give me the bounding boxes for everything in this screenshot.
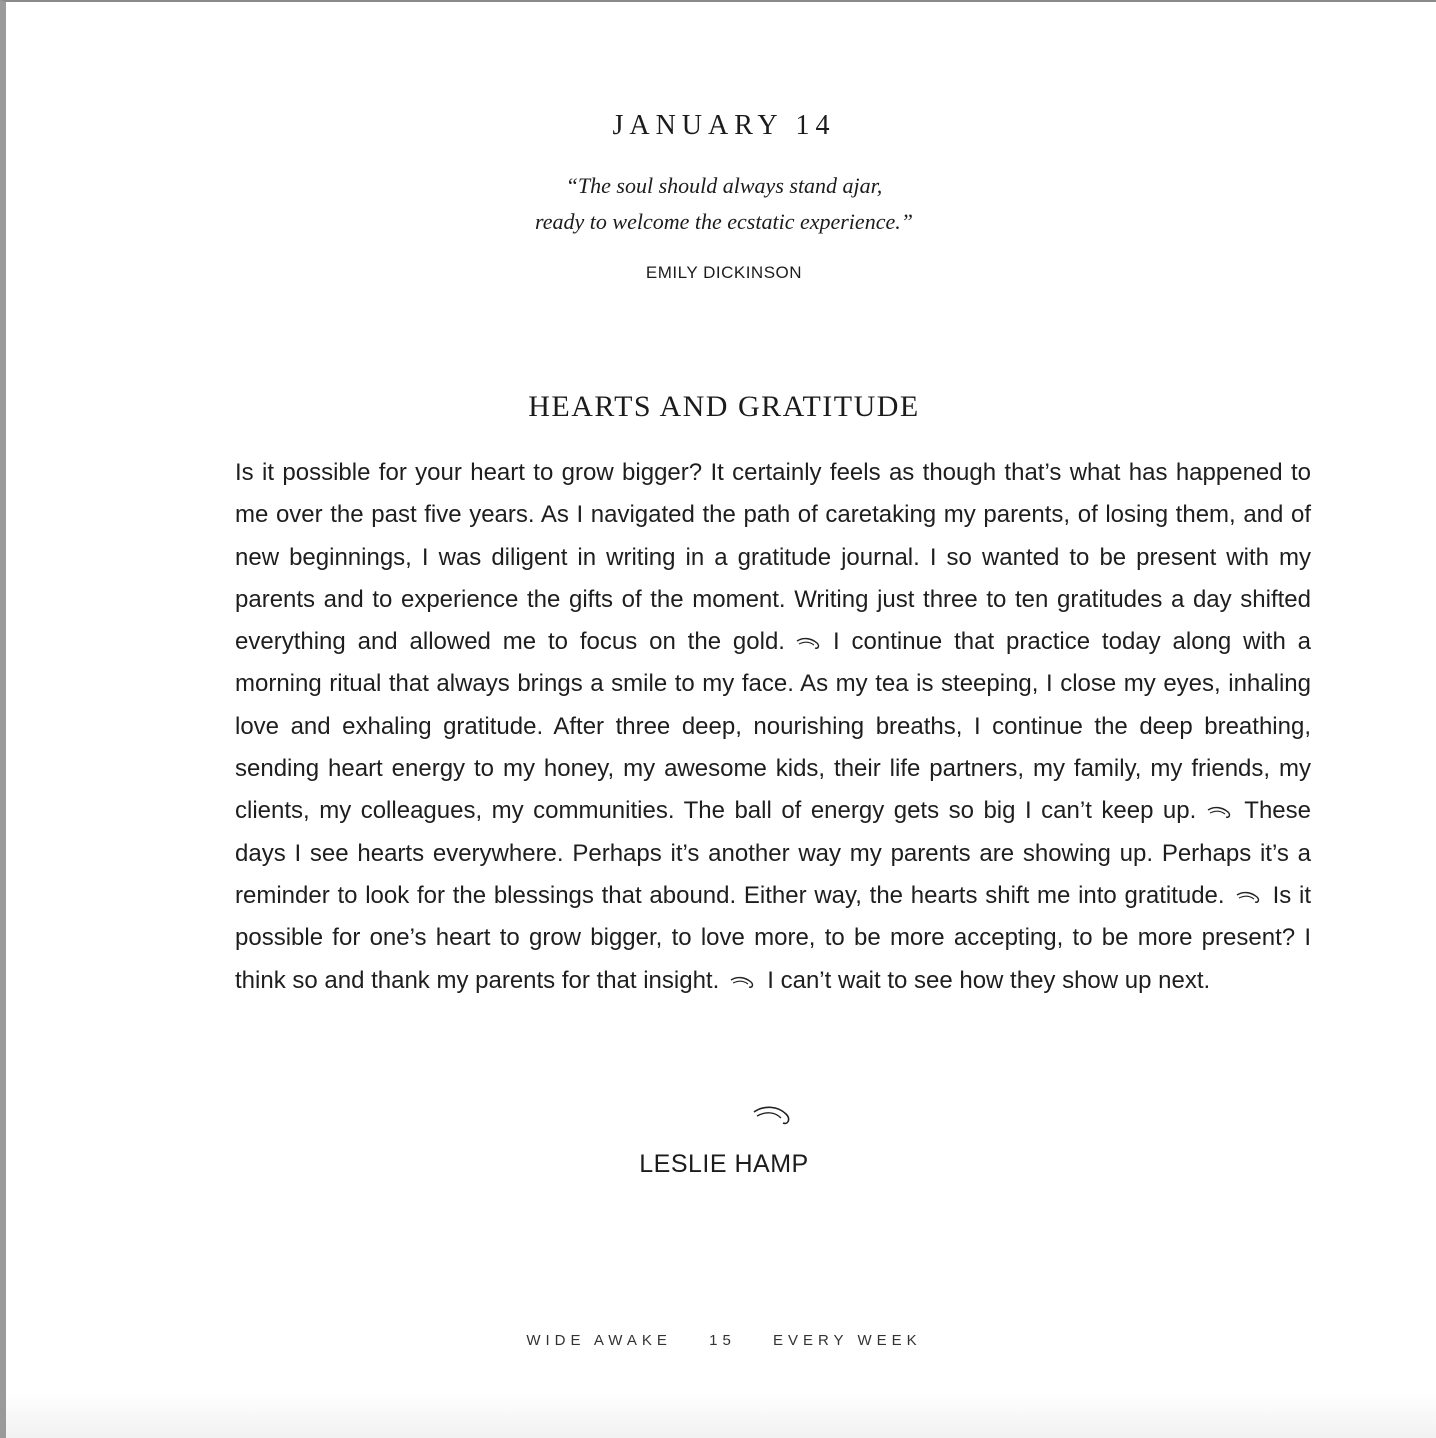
body-segment: Is it possible for one’s heart to grow bigger, to love more, to be more accepting, to be more present? I think so and thank my parents for that insight.	[235, 881, 1311, 994]
quote-line: ready to welcome the ecstatic experience.”	[535, 209, 913, 234]
body-segment: I continue that practice today along with a morning ritual that always brings a smile to my face. As my tea is steeping, I close my eyes, inhaling love and exhaling gratitude. After three deep, nourishing breaths, I continue the deep breathing, sending heart energy to my honey, my awesome kids, their life partners, my family, my friends, my clients, my colleagues, my communities. The ball of energy gets so big I can’t keep up.	[235, 628, 1312, 825]
flourish-icon	[729, 974, 757, 990]
body-segment: These days I see hearts everywhere. Perhaps it’s another way my parents are showing up. Perhaps it’s a reminder to look for the blessings that abound. Either way, the hearts shift me into gratitude.	[235, 797, 1311, 909]
footer-book-title: WIDE AWAKE	[526, 1332, 672, 1349]
epigraph-quote	[6, 168, 1436, 240]
entry-body	[235, 452, 1311, 1002]
flourish-icon	[1206, 804, 1234, 820]
flourish-icon	[795, 635, 823, 651]
body-segment: Is it possible for your heart to grow bigger? It certainly feels as though that’s what has happened to me over the past five years. As I navigated the path of caretaking my parents, of losing them, and of new beginnings, I was diligent in writing in a gratitude journal. I so wanted to be present with my parents and to experience the gifts of the moment. Writing just three to ten gratitudes a day shifted everything and allowed me to focus on the gold.	[235, 459, 1311, 656]
flourish-icon	[1235, 889, 1263, 905]
flourish-icon	[752, 1103, 794, 1129]
body-segment: I can’t wait to see how they show up next.	[767, 966, 1211, 994]
footer-page-number: 15	[709, 1332, 736, 1349]
entry-title: HEARTS AND GRATITUDE	[528, 390, 920, 423]
quote-line: “The soul should always stand ajar,	[565, 173, 883, 198]
entry-date: JANUARY 14	[612, 110, 836, 141]
quote-author: EMILY DICKINSON	[645, 263, 803, 282]
page-footer	[6, 1332, 1436, 1349]
footer-subtitle: EVERY WEEK	[772, 1332, 922, 1349]
entry-author: LESLIE HAMP	[639, 1150, 809, 1178]
